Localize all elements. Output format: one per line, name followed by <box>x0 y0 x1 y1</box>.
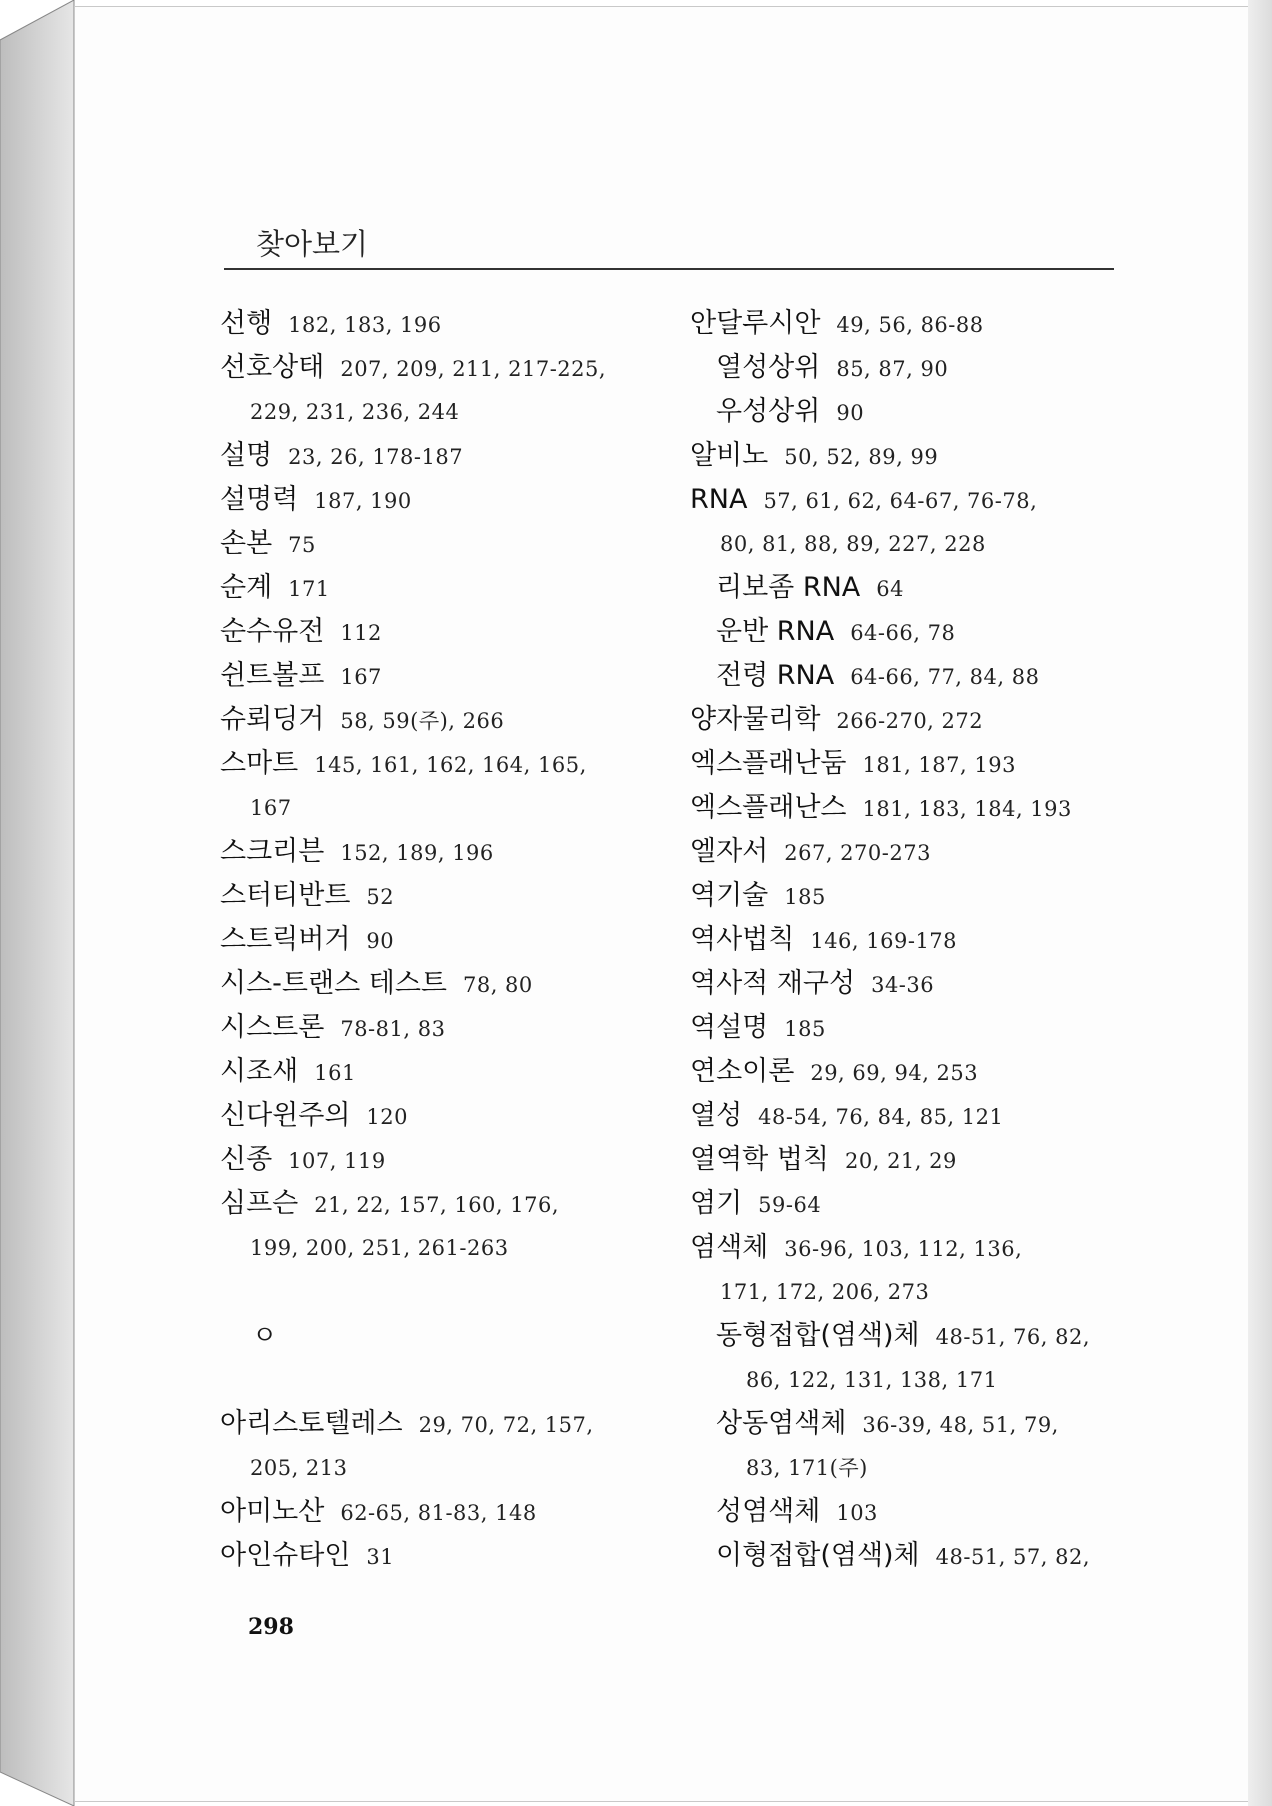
index-subentry <box>690 346 1130 390</box>
index-term: 심프슨 <box>220 1188 299 1219</box>
index-entry <box>220 742 660 786</box>
page-references: 167 <box>250 796 292 820</box>
index-entry <box>690 1050 1130 1094</box>
index-term: 설명 <box>220 440 273 471</box>
index-entry <box>220 302 660 346</box>
index-entry <box>690 1138 1130 1182</box>
index-entry <box>220 566 660 610</box>
page-references: 199, 200, 251, 261-263 <box>250 1236 509 1260</box>
index-term: 역설명 <box>690 1012 769 1043</box>
page-references: 167 <box>340 665 382 689</box>
index-subentry <box>690 654 1130 698</box>
index-term: 시스트론 <box>220 1012 325 1043</box>
page-references: 112 <box>340 621 382 645</box>
index-term: 순수유전 <box>220 616 325 647</box>
index-entry <box>220 1094 660 1138</box>
index-entry <box>220 1182 660 1226</box>
index-entry <box>220 1446 660 1490</box>
index-term: 역사적 재구성 <box>690 968 856 999</box>
page-references: 62-65, 81-83, 148 <box>340 1501 537 1525</box>
index-term: 열성상위 <box>716 352 821 383</box>
page-references: 187, 190 <box>314 489 412 513</box>
page-references: 57, 61, 62, 64-67, 76-78, <box>763 489 1038 513</box>
index-entry <box>220 786 660 830</box>
page-references: 48-51, 57, 82, <box>935 1545 1091 1569</box>
index-term: 신종 <box>220 1144 273 1175</box>
page-references: 90 <box>366 929 395 953</box>
page-references: 48-51, 76, 82, <box>935 1325 1091 1349</box>
index-entry <box>690 742 1130 786</box>
index-entry <box>220 1050 660 1094</box>
index-term: 성염색체 <box>716 1496 821 1527</box>
page-references: 31 <box>366 1545 395 1569</box>
index-subentry <box>690 1314 1130 1358</box>
page-references: 205, 213 <box>250 1456 348 1480</box>
spacer <box>220 1270 660 1314</box>
index-term: 엑스플래난둠 <box>690 748 847 779</box>
index-term: 동형접합(염색)체 <box>716 1320 920 1351</box>
page-references: 36-39, 48, 51, 79, <box>862 1413 1059 1437</box>
page-references: 49, 56, 86-88 <box>836 313 984 337</box>
page-references: 29, 69, 94, 253 <box>810 1061 979 1085</box>
page-references: 181, 183, 184, 193 <box>862 797 1072 821</box>
index-entry <box>220 610 660 654</box>
page-references: 52 <box>366 885 395 909</box>
index-entry <box>690 522 1130 566</box>
page-references: 64-66, 77, 84, 88 <box>850 665 1040 689</box>
index-term: RNA <box>690 484 748 515</box>
index-term: 열역학 법칙 <box>690 1144 829 1175</box>
index-subentry <box>690 1358 1130 1402</box>
page-references: 267, 270-273 <box>784 841 931 865</box>
spacer <box>220 1358 660 1402</box>
index-column-right <box>690 302 1130 1578</box>
index-term: 염기 <box>690 1188 743 1219</box>
index-subentry <box>690 566 1130 610</box>
index-entry <box>690 1094 1130 1138</box>
index-entry <box>220 1534 660 1578</box>
page-references: 146, 169-178 <box>810 929 958 953</box>
index-entry <box>690 434 1130 478</box>
page-references: 161 <box>314 1061 356 1085</box>
index-entry <box>690 786 1130 830</box>
page-references: 152, 189, 196 <box>340 841 494 865</box>
page-references: 207, 209, 211, 217-225, <box>340 357 607 381</box>
page-references: 23, 26, 178-187 <box>288 445 464 469</box>
index-term: 이형접합(염색)체 <box>716 1540 920 1571</box>
page-references: 50, 52, 89, 99 <box>784 445 939 469</box>
index-entry <box>220 918 660 962</box>
index-entry <box>220 1226 660 1270</box>
index-term: 신다윈주의 <box>220 1100 351 1131</box>
title-rule <box>224 268 1114 270</box>
index-entry <box>220 390 660 434</box>
index-subentry <box>690 1490 1130 1534</box>
page-references: 103 <box>836 1501 878 1525</box>
index-term: 역사법칙 <box>690 924 795 955</box>
index-entry <box>220 874 660 918</box>
book-spine <box>0 0 76 1806</box>
index-term: 알비노 <box>690 440 769 471</box>
index-entry <box>220 698 660 742</box>
index-entry <box>690 962 1130 1006</box>
index-entry <box>690 1006 1130 1050</box>
page-references: 171, 172, 206, 273 <box>720 1280 930 1304</box>
index-term: 엑스플래난스 <box>690 792 847 823</box>
index-term: 상동염색체 <box>716 1408 847 1439</box>
section-heading: ㅇ <box>252 1321 278 1351</box>
page-references: 229, 231, 236, 244 <box>250 400 460 424</box>
index-entry <box>690 1270 1130 1314</box>
index-term: 손본 <box>220 528 273 559</box>
index-term: 전령 RNA <box>716 660 835 691</box>
index-entry <box>690 918 1130 962</box>
index-term: 시조새 <box>220 1056 299 1087</box>
index-entry <box>220 434 660 478</box>
index-term: 염색체 <box>690 1232 769 1263</box>
index-subentry <box>690 610 1130 654</box>
page-references: 36-96, 103, 112, 136, <box>784 1237 1023 1261</box>
page-references: 64-66, 78 <box>850 621 956 645</box>
index-entry <box>690 1226 1130 1270</box>
index-subentry <box>690 1446 1130 1490</box>
index-entry <box>220 1490 660 1534</box>
index-entry <box>220 346 660 390</box>
page-references: 107, 119 <box>288 1149 386 1173</box>
page-references: 58, 59(주), 266 <box>340 709 505 733</box>
page-references: 185 <box>784 1017 826 1041</box>
index-term: 쉰트볼프 <box>220 660 325 691</box>
page-references: 171 <box>288 577 330 601</box>
index-term: 순계 <box>220 572 273 603</box>
page-references: 181, 187, 193 <box>862 753 1016 777</box>
index-term: 스트릭버거 <box>220 924 351 955</box>
index-term: 리보좀 RNA <box>716 572 861 603</box>
index-entry <box>220 962 660 1006</box>
index-subentry <box>690 1534 1130 1578</box>
index-entry <box>690 874 1130 918</box>
index-term: 안달루시안 <box>690 308 821 339</box>
index-entry <box>220 830 660 874</box>
index-term: 스터티반트 <box>220 880 351 911</box>
index-term: 스크리븐 <box>220 836 325 867</box>
index-entry <box>690 302 1130 346</box>
page-edge-shadow <box>1248 0 1272 1806</box>
index-entry <box>690 830 1130 874</box>
page-references: 78, 80 <box>462 973 533 997</box>
page-references: 83, 171(주) <box>746 1456 868 1480</box>
index-term: 슈뢰딩거 <box>220 704 325 735</box>
index-term: 스마트 <box>220 748 299 779</box>
index-term: 열성 <box>690 1100 743 1131</box>
index-entry <box>220 1006 660 1050</box>
page-references: 80, 81, 88, 89, 227, 228 <box>720 532 986 556</box>
index-entry <box>220 1138 660 1182</box>
index-entry <box>220 522 660 566</box>
index-term: 엘자서 <box>690 836 769 867</box>
index-term: 운반 RNA <box>716 616 835 647</box>
page-references: 59-64 <box>758 1193 822 1217</box>
page-references: 182, 183, 196 <box>288 313 442 337</box>
index-entry <box>220 478 660 522</box>
page-references: 120 <box>366 1105 409 1129</box>
index-term: 시스-트랜스 테스트 <box>220 968 447 999</box>
index-term: 선행 <box>220 308 273 339</box>
index-term: 아리스토텔레스 <box>220 1408 403 1439</box>
page-references: 145, 161, 162, 164, 165, <box>314 753 587 777</box>
page-references: 78-81, 83 <box>340 1017 446 1041</box>
index-term: 설명력 <box>220 484 299 515</box>
page-references: 90 <box>836 401 865 425</box>
index-entry <box>220 1402 660 1446</box>
index-term: 역기술 <box>690 880 769 911</box>
page-references: 86, 122, 131, 138, 171 <box>746 1368 998 1392</box>
page-references: 20, 21, 29 <box>845 1149 957 1173</box>
index-entry <box>220 654 660 698</box>
page-references: 29, 70, 72, 157, <box>418 1413 594 1437</box>
index-entry <box>690 478 1130 522</box>
page-references: 185 <box>784 885 826 909</box>
page-references: 75 <box>288 533 316 557</box>
page-references: 48-54, 76, 84, 85, 121 <box>758 1105 1004 1129</box>
page-references: 266-270, 272 <box>836 709 984 733</box>
page-references: 21, 22, 157, 160, 176, <box>314 1193 560 1217</box>
index-term: 아미노산 <box>220 1496 325 1527</box>
index-term: 선호상태 <box>220 352 325 383</box>
index-term: 우성상위 <box>716 396 821 427</box>
page-references: 34-36 <box>871 973 935 997</box>
index-subentry <box>690 1402 1130 1446</box>
index-term: 아인슈타인 <box>220 1540 351 1571</box>
index-column-left <box>220 302 660 1578</box>
index-term: 양자물리학 <box>690 704 821 735</box>
page-title: 찾아보기 <box>256 227 369 261</box>
page-references: 64 <box>876 577 904 601</box>
index-subentry <box>690 390 1130 434</box>
index-term: 연소이론 <box>690 1056 795 1087</box>
index-entry <box>690 698 1130 742</box>
page-references: 85, 87, 90 <box>836 357 949 381</box>
index-entry <box>690 1182 1130 1226</box>
page-number: 298 <box>248 1614 294 1640</box>
